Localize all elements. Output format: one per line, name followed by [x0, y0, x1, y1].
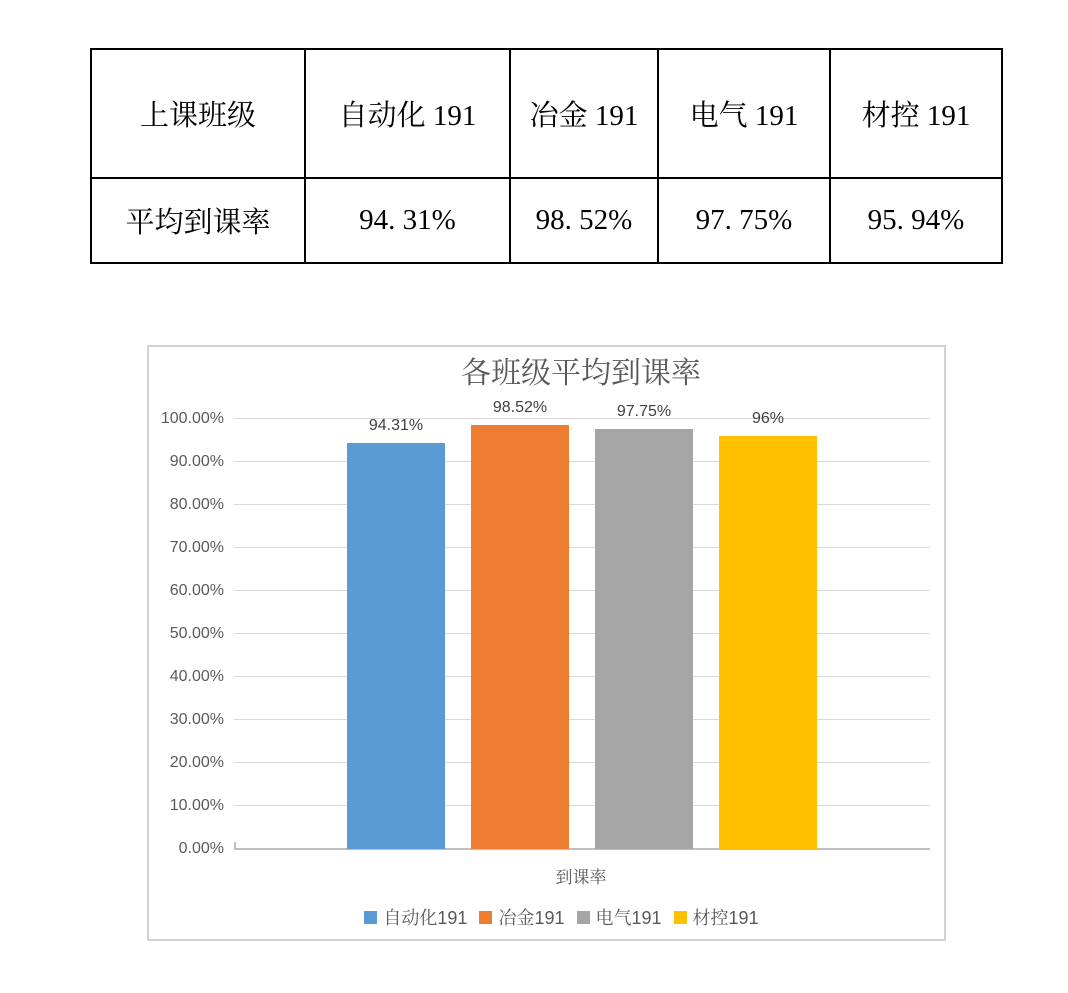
table-header-cell: 电气 191: [658, 49, 830, 178]
y-tick-label: 80.00%: [169, 496, 224, 513]
attendance-bar-chart: [147, 345, 946, 941]
table-row-attendance: [91, 178, 1002, 263]
legend-item: [479, 904, 564, 930]
table-row-label: 平均到课率: [91, 178, 305, 263]
table-value-cell: 98. 52%: [510, 178, 658, 263]
legend-label: 自动化191: [383, 908, 468, 928]
bar-value-label: 97.75%: [616, 402, 672, 420]
legend-item: [674, 904, 759, 930]
bar-value-label: 98.52%: [492, 399, 548, 417]
bar-value-label: 94.31%: [368, 417, 424, 435]
y-tick-label: 10.00%: [169, 797, 224, 814]
bar-dianqi191: [595, 402, 693, 849]
chart-plot-region: [149, 399, 944, 857]
table-header-cell: 自动化 191: [305, 49, 510, 178]
y-tick-label: 100.00%: [160, 410, 224, 427]
bar-yejin191: [471, 399, 569, 849]
table-header-cell: 材控 191: [830, 49, 1002, 178]
y-tick-label: 60.00%: [169, 582, 224, 599]
table-header-cell: 上课班级: [91, 49, 305, 178]
legend-swatch-icon: [674, 911, 687, 924]
y-tick-label: 20.00%: [169, 754, 224, 771]
y-tick-label: 30.00%: [169, 711, 224, 728]
legend-label: 冶金191: [498, 908, 565, 928]
attendance-table: [90, 48, 1003, 264]
table-header-cell: 冶金 191: [510, 49, 658, 178]
table-value-cell: 95. 94%: [830, 178, 1002, 263]
legend-item: [577, 904, 662, 930]
legend-label: 电气191: [595, 908, 662, 928]
legend-swatch-icon: [364, 911, 377, 924]
chart-legend: [149, 904, 944, 930]
chart-title: 各班级平均到课率: [461, 357, 701, 390]
bar-zidonghua191: [347, 417, 445, 849]
y-tick-label: 70.00%: [169, 539, 224, 556]
y-tick-label: 0.00%: [178, 840, 224, 857]
bar-value-label: 96%: [751, 410, 785, 428]
legend-swatch-icon: [577, 911, 590, 924]
y-tick-label: 40.00%: [169, 668, 224, 685]
table-value-cell: 94. 31%: [305, 178, 510, 263]
plot-area: [234, 399, 930, 849]
bar-caikong191: [719, 410, 817, 849]
legend-swatch-icon: [479, 911, 492, 924]
x-axis-category-label: 到课率: [555, 868, 607, 887]
table-value-cell: 97. 75%: [658, 178, 830, 263]
bar-group: [234, 399, 930, 849]
y-tick-label: 50.00%: [169, 625, 224, 642]
y-tick-label: 90.00%: [169, 453, 224, 470]
y-axis: [149, 410, 234, 857]
legend-label: 材控191: [692, 908, 759, 928]
table-row-classes: [91, 49, 1002, 178]
legend-item: [364, 904, 467, 930]
